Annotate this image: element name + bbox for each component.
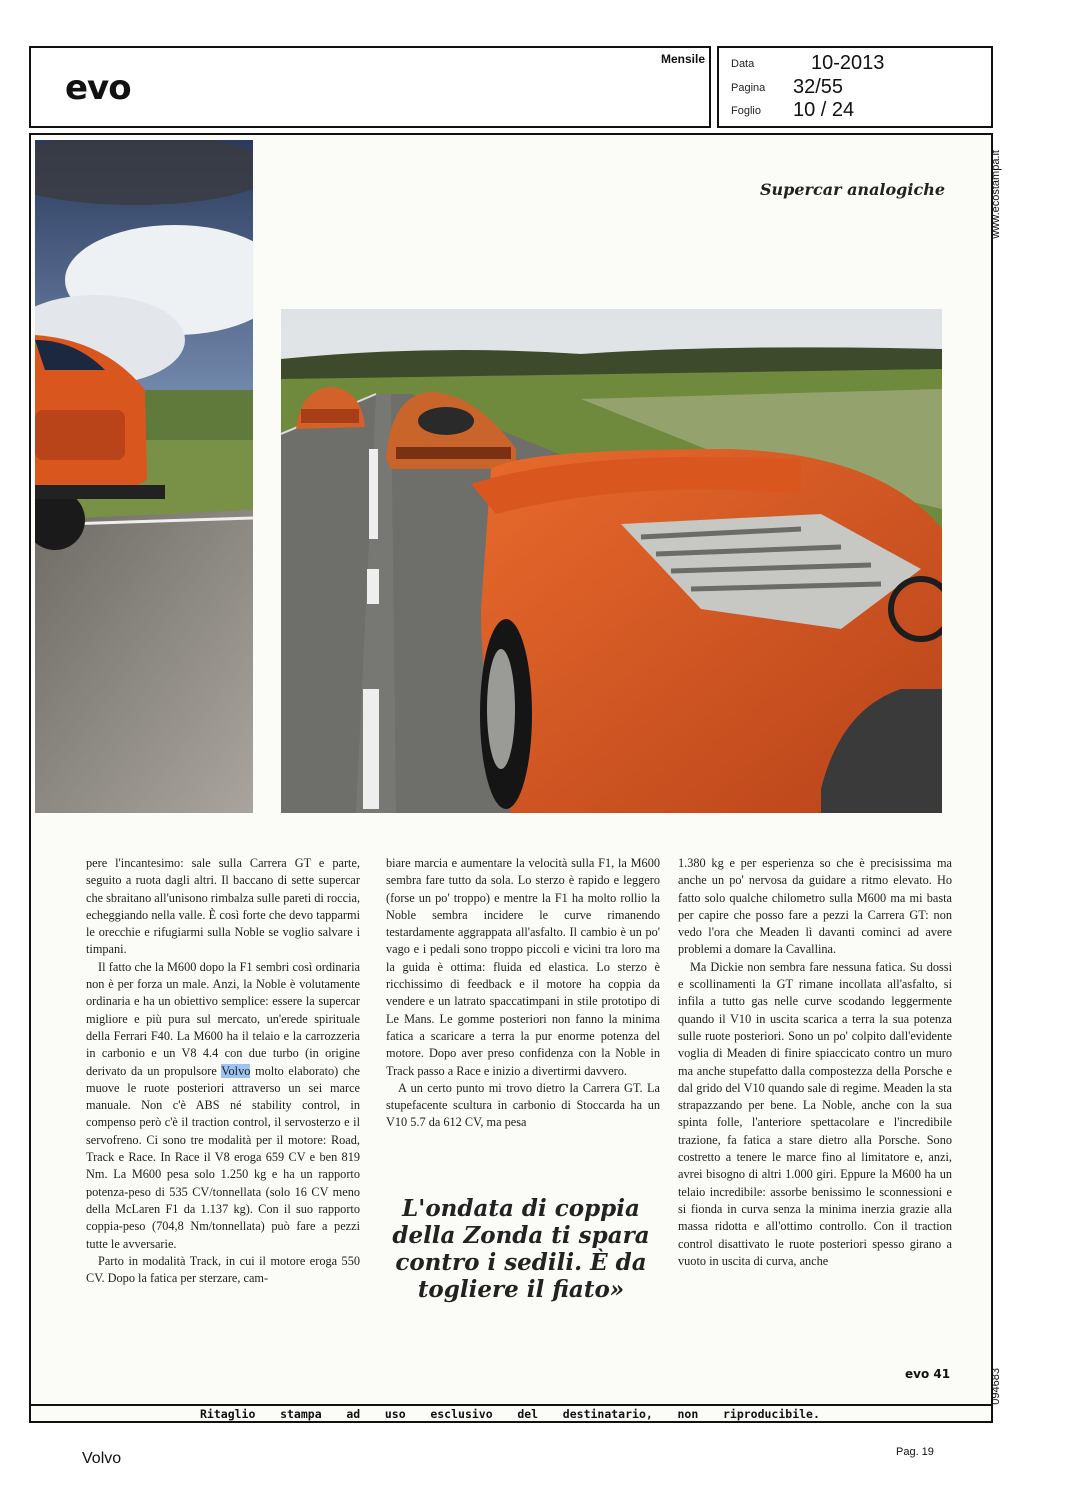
disclaimer-word: Ritaglio	[200, 1407, 256, 1421]
disclaimer-word: del	[517, 1407, 539, 1421]
evo-logo: evo	[65, 68, 131, 108]
page-number: Pag. 19	[896, 1446, 934, 1458]
section-title: Supercar analogiche	[759, 180, 945, 199]
meta-value: 10-2013	[811, 52, 885, 74]
text-run: Il fatto che la M600 dopo la F1 sembri così ordinaria non è per forza un male. Anzi, la Noble è volutamente ordinaria e ha un obiettivo semplice: essere la supercar migliore e più pura sul mercato, un'erede spirituale della Ferrari F40. La M600 ha il telaio e la carrozzeria in carbonio e un V8 4.4 con due turbo (in origine derivato da un propulsore	[86, 959, 360, 1078]
meta-label: Data	[731, 58, 755, 70]
disclaimer-word: stampa	[280, 1407, 322, 1421]
meta-label: Foglio	[731, 105, 761, 117]
side-url-vertical	[990, 150, 1018, 250]
header-meta-box	[717, 46, 993, 128]
disclaimer-line	[200, 1407, 820, 1421]
article-column-2	[386, 855, 660, 1170]
paragraph: pere l'incantesimo: sale sulla Carrera GT e parte, seguito a ruota dagli altri. Il baccano di sette supercar che sbraitano all'unisono rimbalza sulle pareti di roccia, echeggiando nella valle. È così forte che devo tapparmi le orecchie e rifugiarmi sulla Noble se voglio salvare i timpani.	[86, 856, 360, 957]
client-name: Volvo	[82, 1450, 122, 1467]
disclaimer-word: ad	[346, 1407, 361, 1421]
side-code-text: 094683	[990, 1368, 1002, 1405]
disclaimer-word: destinatario,	[562, 1407, 653, 1421]
disclaimer-rule	[29, 1404, 993, 1406]
article-column-1	[86, 855, 360, 1325]
header-masthead-box	[29, 46, 711, 128]
side-code-vertical	[990, 1368, 1018, 1408]
paragraph: biare marcia e aumentare la velocità sulla F1, la M600 sembra fare tutto da sola. Lo sterzo è rapido e leggero (forse un po' troppo) e mentre la F1 ha molto rollio la Noble sembra incidere le curve rimanendo testardamente aggrappata all'asfalto. Il cambio è un po' vago e i pedali sono troppo piccoli e vicini tra loro ma la guida è ottima: fluida ed elastica. Lo sterzo è ricchissimo di feedback e il motore ha coppia da vendere e un latrato spaccatimpani in stile prototipo di Le Mans. Le gomme posteriori non fanno la minima fatica a scaricare a terra la pur enorme potenza del motore. Dopo aver preso confidenza con la Noble in Track passo a Race e inizio a divertirmi davvero.	[386, 856, 660, 1078]
side-url-text: www.ecostampa.it	[990, 150, 1002, 239]
periodicity-label: Mensile	[660, 52, 705, 66]
text-run: molto elaborato) che muove le ruote posteriori attraverso un sei marce manuale. Non c'è ABS né stability control, in compenso però c'è il traction control, il servosterzo e il servofreno. Ci sono tre modalità per il motore: Road, Track e Race. In Race il V8 eroga 659 CV e ben 819 Nm. La M600 pesa solo 1.250 kg e ha un rapporto potenza-peso di 535 CV/tonnellata (solo 16 CV meno della McLaren F1 da 1.137 kg). Con il suo rapporto coppia-peso (704,8 Nm/tonnellata) può fare a pezzi tutte le avversarie.	[86, 1063, 360, 1251]
article-column-3	[678, 855, 952, 1325]
meta-label: Pagina	[731, 82, 766, 94]
disclaimer-word: riproducibile.	[722, 1407, 820, 1421]
photo-main-supercars-on-road	[281, 309, 942, 813]
paragraph: Ma Dickie non sembra fare nessuna fatica. Su dossi e scollinamenti la GT rimane incollata all'asfalto, si infila a tutto gas nelle curve scodando leggermente quando il V10 in uscita scarica a terra la sua potenza sulle ruote posteriori. Sono un po' colpito dall'evidente voglia di Meaden di finire spiaccicato contro un muro ma anche stupefatto dalla compostezza della Porsche e dal grido del V10 quando sale di regime. Meaden la sta strapazzando per bene. La Noble, anche con la sua spinta folle, l'anteriore spettacolare e l'incredibile trazione, fa fatica a stare dietro alla Porsche. Sono costretto a tenere le marce fino al limitatore e, anzi, avrei bisogno di altri 1.000 giri. Eppure la M600 ha un telaio incredibile: assorbe benissimo le sconnessioni e si fionda in curva senza la minima inerzia grazie alla massa ridotta e all'ottimo controllo. Con il traction control disattivato le ruote posteriori spesso girano a vuoto in uscita di curva, anche	[678, 959, 952, 1268]
pull-quote: L'ondata di coppia della Zonda ti spara contro i sedili. È da togliere il fiato»	[392, 1195, 650, 1303]
photo-left-orange-car	[35, 140, 253, 813]
disclaimer-word: esclusivo	[430, 1407, 493, 1421]
paragraph: A un certo punto mi trovo dietro la Carrera GT. La stupefacente scultura in carbonio di Stoccarda ha un V10 5.7 da 612 CV, ma pesa	[386, 1080, 660, 1130]
meta-value: 10 / 24	[793, 99, 855, 121]
paragraph: Parto in modalità Track, in cui il motore eroga 550 CV. Dopo la fatica per sterzare, cam-	[86, 1253, 360, 1286]
page-folio: evo 41	[905, 1367, 951, 1381]
meta-value: 32/55	[793, 76, 844, 98]
highlighted-keyword: Volvo	[221, 1063, 251, 1078]
disclaimer-word: uso	[384, 1407, 406, 1421]
paragraph	[86, 959, 360, 1253]
disclaimer-word: non	[677, 1407, 699, 1421]
paragraph: 1.380 kg e per esperienza so che è precisissima ma anche un po' nervosa da guidare a ritmo elevato. Ho fatto solo qualche chilometro sulla M600 ma mi basta per capire che posso fare a pezzi la Carrera GT: non vedo l'ora che Meaden lì davanti cominci ad avere problemi a domare la Cavallina.	[678, 856, 952, 957]
